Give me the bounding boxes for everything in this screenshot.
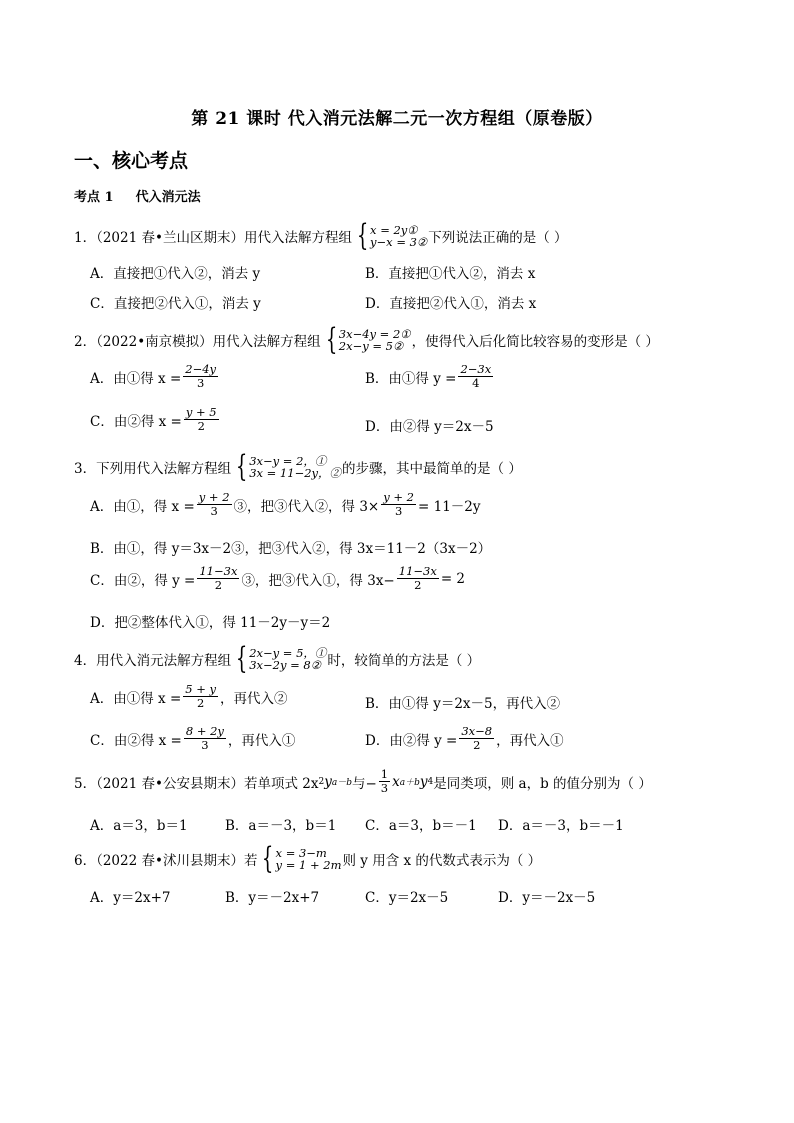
fraction-numerator: 5 + y [185, 682, 217, 696]
q2-option-c[interactable] [90, 406, 221, 433]
q2-eq2: 2x−y = 5② [338, 339, 404, 353]
brace-icon: { [235, 449, 248, 484]
fraction-numerator: 1 [380, 767, 389, 781]
fraction-denominator: 3 [394, 504, 403, 518]
q4-a-text: A．由①得 x = [90, 690, 182, 707]
fraction-numerator: 8 + 2y [185, 724, 224, 738]
q3-c-end: = 2 [440, 570, 466, 587]
fraction-numerator: 11−3x [199, 564, 238, 578]
brace-icon: { [262, 841, 274, 876]
q4-stem: 4．用代入消元法解方程组 [74, 653, 232, 669]
q1-option-a[interactable]: A．直接把①代入②，消去 y [90, 266, 261, 282]
fraction-denominator: 3 [196, 376, 205, 390]
fraction-numerator: 2−3x [460, 362, 492, 376]
q4-eq1: 2x−y = 5，① [249, 646, 327, 660]
q2-a-text: A．由①得 x = [90, 370, 182, 387]
question-6 [74, 841, 542, 876]
q6-option-a[interactable]: A．y＝2x+7 [90, 890, 171, 906]
q1-option-b[interactable]: B．直接把①代入②，消去 x [365, 266, 536, 282]
q5-exp: a－b [331, 778, 352, 788]
q3-option-d[interactable]: D．把②整体代入①，得 11－2y－y＝2 [90, 615, 331, 631]
q5-exp: a＋b [399, 778, 420, 788]
fraction [184, 406, 219, 433]
q6-suffix: 则 y 用含 x 的代数式表示为（ ） [342, 853, 542, 869]
brace-icon: { [356, 218, 369, 253]
q4-option-d[interactable] [365, 725, 564, 752]
q5-var: x [392, 773, 400, 790]
q4-system [232, 641, 327, 676]
q3-suffix: 的步骤，其中最简单的是（ ） [342, 461, 522, 477]
fraction-numerator: y + 2 [198, 490, 230, 504]
q3-option-c[interactable] [90, 565, 465, 592]
q6-option-d[interactable]: D．y＝－2x－5 [498, 890, 596, 906]
fraction [197, 565, 239, 592]
q2-option-b[interactable] [365, 363, 495, 390]
q2-option-d[interactable]: D．由②得 y＝2x－5 [365, 419, 494, 435]
q3-option-a[interactable] [90, 491, 481, 518]
fraction-numerator: y + 2 [383, 490, 414, 504]
q3-eq1: 3x−y = 2，① [249, 454, 327, 468]
q4-option-c[interactable] [90, 725, 295, 752]
q4-c-end: ，再代入① [227, 732, 296, 749]
question-2 [74, 322, 659, 357]
q3-a-text: A．由①，得 x = [90, 498, 195, 515]
q2-system [322, 322, 411, 357]
q3-stem: 3．下列用代入法解方程组 [74, 461, 232, 477]
fraction-denominator: 2 [214, 578, 223, 592]
q5-text: 与− [351, 775, 377, 792]
q5-exp: 4 [427, 776, 434, 787]
fraction [458, 363, 493, 390]
fraction-denominator: 2 [197, 419, 205, 433]
q4-option-b[interactable]: B．由①得 y＝2x－5，再代入② [365, 696, 561, 712]
q6-system [258, 841, 342, 876]
q1-suffix: 下列说法正确的是（ ） [428, 230, 568, 246]
fraction-numerator: 2−4y [185, 362, 217, 376]
fraction-denominator: 2 [414, 578, 422, 592]
q5-option-b[interactable]: B．a＝－3，b＝1 [225, 818, 337, 834]
q5-suffix: 是同类项，则 a，b 的值分别为（ ） [433, 775, 652, 792]
fraction [183, 683, 218, 710]
q3-a-mid: ③，把③代入②，得 3× [233, 498, 380, 515]
fraction-denominator: 2 [196, 696, 205, 710]
q3-a-end: = 11－2y [418, 498, 481, 515]
q4-d-end: ，再代入① [496, 732, 564, 749]
fraction [184, 725, 226, 752]
q4-a-end: ，再代入② [220, 690, 288, 707]
fraction-numerator: 11−3x [398, 564, 437, 578]
fraction-denominator: 4 [472, 376, 480, 390]
fraction [197, 491, 232, 518]
q1-eq1: x = 2y① [370, 223, 418, 237]
fraction-denominator: 3 [380, 781, 389, 795]
question-3 [74, 449, 522, 484]
brace-icon: { [325, 322, 337, 357]
q5-option-a[interactable]: A．a＝3，b＝1 [90, 818, 188, 834]
q4-eq2: 3x−2y = 8② [249, 658, 322, 672]
q3-eq2: 3x = 11−2y，② [249, 466, 342, 480]
q2-eq1: 3x−4y = 2① [338, 327, 411, 341]
q1-option-d[interactable]: D．直接把②代入①，消去 x [365, 296, 537, 312]
q6-stem: 6．（2022 春•沭川县期末）若 [74, 853, 258, 869]
fraction [183, 363, 218, 390]
q2-b-text: B．由①得 y = [365, 370, 457, 387]
page-title: 第 21 课时 代入消元法解二元一次方程组（原卷版） [191, 109, 603, 129]
fraction-numerator: 3x−8 [461, 724, 493, 738]
fraction [459, 725, 494, 752]
fraction-denominator: 3 [201, 738, 209, 752]
q1-option-c[interactable]: C．直接把②代入①，消去 y [90, 296, 261, 312]
q1-system [353, 218, 428, 253]
q6-eq2: y = 1 + 2m [275, 858, 342, 872]
q2-c-text: C．由②得 x = [90, 413, 182, 430]
q1-eq2: y−x = 3② [370, 235, 428, 249]
q2-suffix: ，使得代入后化简比较容易的变形是（ ） [411, 334, 659, 350]
q3-c-mid: ③，把③代入①，得 3x− [241, 572, 395, 589]
q5-option-d[interactable]: D．a＝－3，b＝－1 [498, 818, 624, 834]
question-4 [74, 641, 481, 676]
q3-system [232, 449, 342, 484]
fraction-denominator: 3 [210, 504, 218, 518]
kaodian-label: 考点 1 [74, 190, 114, 205]
q6-eq1: x = 3−m [275, 846, 327, 860]
brace-icon: { [235, 641, 248, 676]
q5-var: y [419, 773, 428, 790]
fraction [379, 768, 390, 795]
fraction-numerator: y + 5 [185, 405, 217, 419]
q5-exp: 2 [318, 776, 325, 787]
question-5 [74, 768, 652, 795]
fraction [381, 491, 416, 518]
q6-option-c[interactable]: C．y＝2x－5 [365, 890, 449, 906]
kaodian-heading [74, 186, 201, 205]
q3-c-text: C．由②，得 y = [90, 572, 196, 589]
q1-stem: 1．（2021 春•兰山区期末）用代入法解方程组 [74, 230, 352, 246]
q5-option-c[interactable]: C．a＝3，b＝－1 [365, 818, 477, 834]
q2-stem: 2．（2022•南京模拟）用代入法解方程组 [74, 334, 321, 350]
q6-option-b[interactable]: B．y＝－2x+7 [225, 890, 320, 906]
q4-option-a[interactable] [90, 683, 288, 710]
fraction-denominator: 2 [473, 738, 481, 752]
kaodian-name: 代入消元法 [135, 190, 201, 205]
fraction [397, 565, 439, 592]
q4-c-text: C．由②得 x = [90, 732, 182, 749]
section-heading: 一、核心考点 [74, 150, 189, 172]
q2-option-a[interactable] [90, 363, 220, 390]
q5-stem: 5．（2021 春•公安县期末）若单项式 2x [74, 775, 319, 792]
q5-var: y [324, 773, 332, 790]
q3-option-b[interactable]: B．由①，得 y＝3x－2③，把③代入②，得 3x＝11－2（3x－2） [90, 541, 492, 557]
question-1 [74, 218, 568, 253]
q4-d-text: D．由②得 y = [365, 732, 458, 749]
q4-suffix: 时，较简单的方法是（ ） [327, 653, 481, 669]
